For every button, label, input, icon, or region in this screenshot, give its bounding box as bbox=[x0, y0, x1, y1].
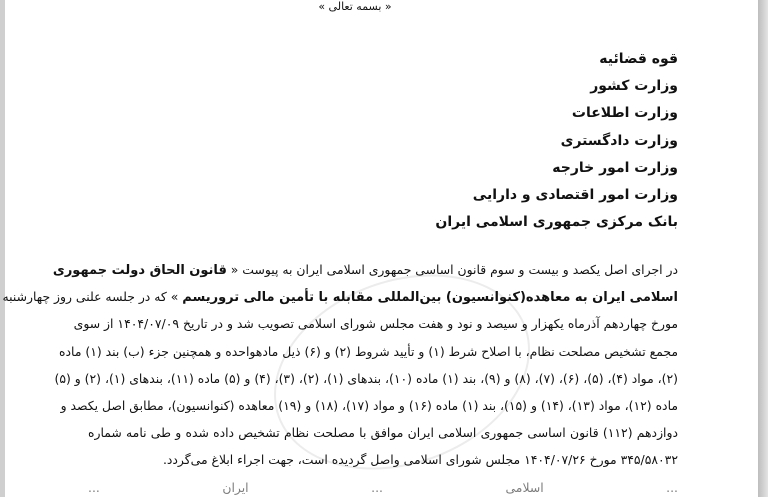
recipients-list bbox=[435, 46, 678, 236]
recipient: وزارت دادگستری bbox=[560, 132, 678, 149]
body-line: مجمع تشخیص مصلحت نظام، با اصلاح شرط (۱) و تأیید شروط (۲) و (۶) ذیل مادهواحده و همچنین جزء (ب) بند (۱) ماده bbox=[59, 343, 678, 359]
body-paragraph bbox=[2, 256, 678, 501]
body-line bbox=[2, 283, 678, 310]
body-text: در اجرای اصل یکصد و بیست و سوم قانون اساسی جمهوری اسلامی ایران به پیوست « bbox=[230, 262, 678, 277]
body-line bbox=[52, 256, 678, 283]
recipient: بانک مرکزی جمهوری اسلامی ایران bbox=[435, 214, 678, 231]
recipient: وزارت کشور bbox=[590, 78, 678, 95]
scan-edge-right bbox=[758, 0, 768, 497]
body-line: ماده (۱۲)، مواد (۱۳)، (۱۴) و (۱۵)، بند (۱) ماده (۱۶) و مواد (۱۷)، (۱۸) و (۱۹) معاهده (کنوانسیون)، مطابق اصل یکصد و bbox=[60, 397, 678, 413]
body-line-cut: ... اسلامی ... ایران ... bbox=[88, 479, 678, 495]
law-title: قانون الحاق دولت جمهوری bbox=[52, 263, 227, 278]
basmala-header: « بسمه تعالی » bbox=[318, 0, 392, 13]
body-line: ۳۴۵/۵۸۰۳۲ مورخ ۱۴۰۴/۰۷/۲۶ مجلس شورای اسلامی واصل گردیده است، جهت اجراء ابلاغ می‌گردد. bbox=[162, 452, 678, 468]
body-line: مورخ چهاردهم آذرماه یکهزار و سیصد و نود و هفت مجلس شورای اسلامی تصویب شد و در تاریخ ۱۴۰۴/۰۷/۰۹ از سوی bbox=[73, 316, 678, 332]
law-title: اسلامی ایران به معاهده(کنوانسیون) بین‌المللی مقابله با تأمین مالی تروریسم bbox=[182, 290, 678, 306]
recipient: وزارت اطلاعات bbox=[571, 105, 678, 122]
recipient: وزارت امور خارجه bbox=[552, 159, 678, 176]
scan-edge-left bbox=[0, 0, 5, 497]
body-line: (۲)، مواد (۴)، (۵)، (۶)، (۷)، (۸) و (۹)، بند (۱) ماده (۱۰)، بندهای (۱)، (۲)، (۳)، (۴) و (۵) ماده (۱۱)، بندهای (۱)، (۲) و (۵) bbox=[54, 370, 678, 386]
recipient: وزارت امور اقتصادی و دارایی bbox=[472, 186, 678, 203]
body-text: » که در جلسه علنی روز چهارشنبه bbox=[2, 289, 179, 305]
recipient: قوه قضائیه bbox=[599, 51, 678, 67]
body-line: دوازدهم (۱۱۲) قانون اساسی جمهوری اسلامی ایران موافق با مصلحت نظام تشخیص داده شده و طی نامه شماره bbox=[88, 425, 678, 441]
